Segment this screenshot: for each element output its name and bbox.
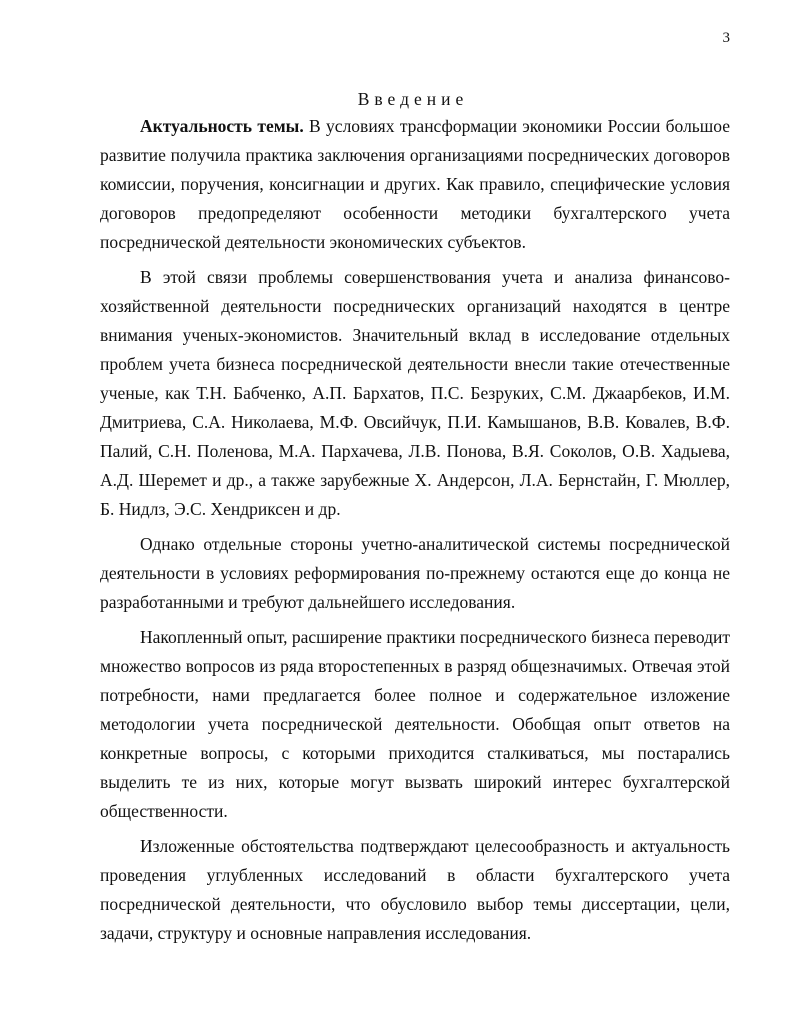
paragraph-text: Однако отдельные стороны учетно-аналитической системы посреднической деятельности в условиях реформирования по-прежнему остаются еще до конца не разработанными и требуют дальнейшего исследования. [100,534,730,612]
paragraph-text: В условиях трансформации экономики России большое развитие получила практика заключения организациями посреднических договоров комиссии, поручения, консигнации и других. Как правило, специфические условия договоров предопределяют особенности методики бухгалтерского учета посреднической деятельности экономических субъектов. [100,116,730,252]
section-heading: Введение [357,89,469,109]
paragraph-lead: Актуальность темы. [140,116,304,136]
document-body [100,112,730,948]
paragraph-relevance [100,112,730,257]
page-number: 3 [722,30,730,46]
paragraph-unresolved [100,530,730,617]
paragraph-researchers [100,263,730,524]
paragraph-text: Изложенные обстоятельства подтверждают целесообразность и актуальность проведения углубленных исследований в области бухгалтерского учета посреднической деятельности, что обусловило выбор темы диссертации, цели, задачи, структуру и основные направления исследования. [100,836,730,943]
paragraph-experience [100,623,730,826]
paragraph-text: Накопленный опыт, расширение практики посреднического бизнеса переводит множество вопросов из ряда второстепенных в разряд общезначимых. Отвечая этой потребности, нами предлагается более полное и содержательное изложение методологии учета посреднической деятельности. Обобщая опыт ответов на конкретные вопросы, с которыми приходится сталкиваться, мы постарались выделить те из них, которые могут вызвать широкий интерес бухгалтерской общественности. [100,627,730,821]
paragraph-conclusion [100,832,730,948]
paragraph-text: В этой связи проблемы совершенствования учета и анализа финансово-хозяйственной деятельности посреднических организаций находятся в центре внимания ученых-экономистов. Значительный вклад в исследование отдельных проблем учета бизнеса посреднической деятельности внесли такие отечественные ученые, как Т.Н. Бабченко, А.П. Бархатов, П.С. Безруких, С.М. Джаарбеков, И.М. Дмитриева, С.А. Николаева, М.Ф. Овсийчук, П.И. Камышанов, В.В. Ковалев, В.Ф. Палий, С.Н. Поленова, М.А. Пархачева, Л.В. Понова, В.Я. Соколов, О.В. Хадыева, А.Д. Шеремет и др., а также зарубежные Х. Андерсон, Л.А. Бернстайн, Г. Мюллер, Б. Нидлз, Э.С. Хендриксен и др. [100,267,730,519]
